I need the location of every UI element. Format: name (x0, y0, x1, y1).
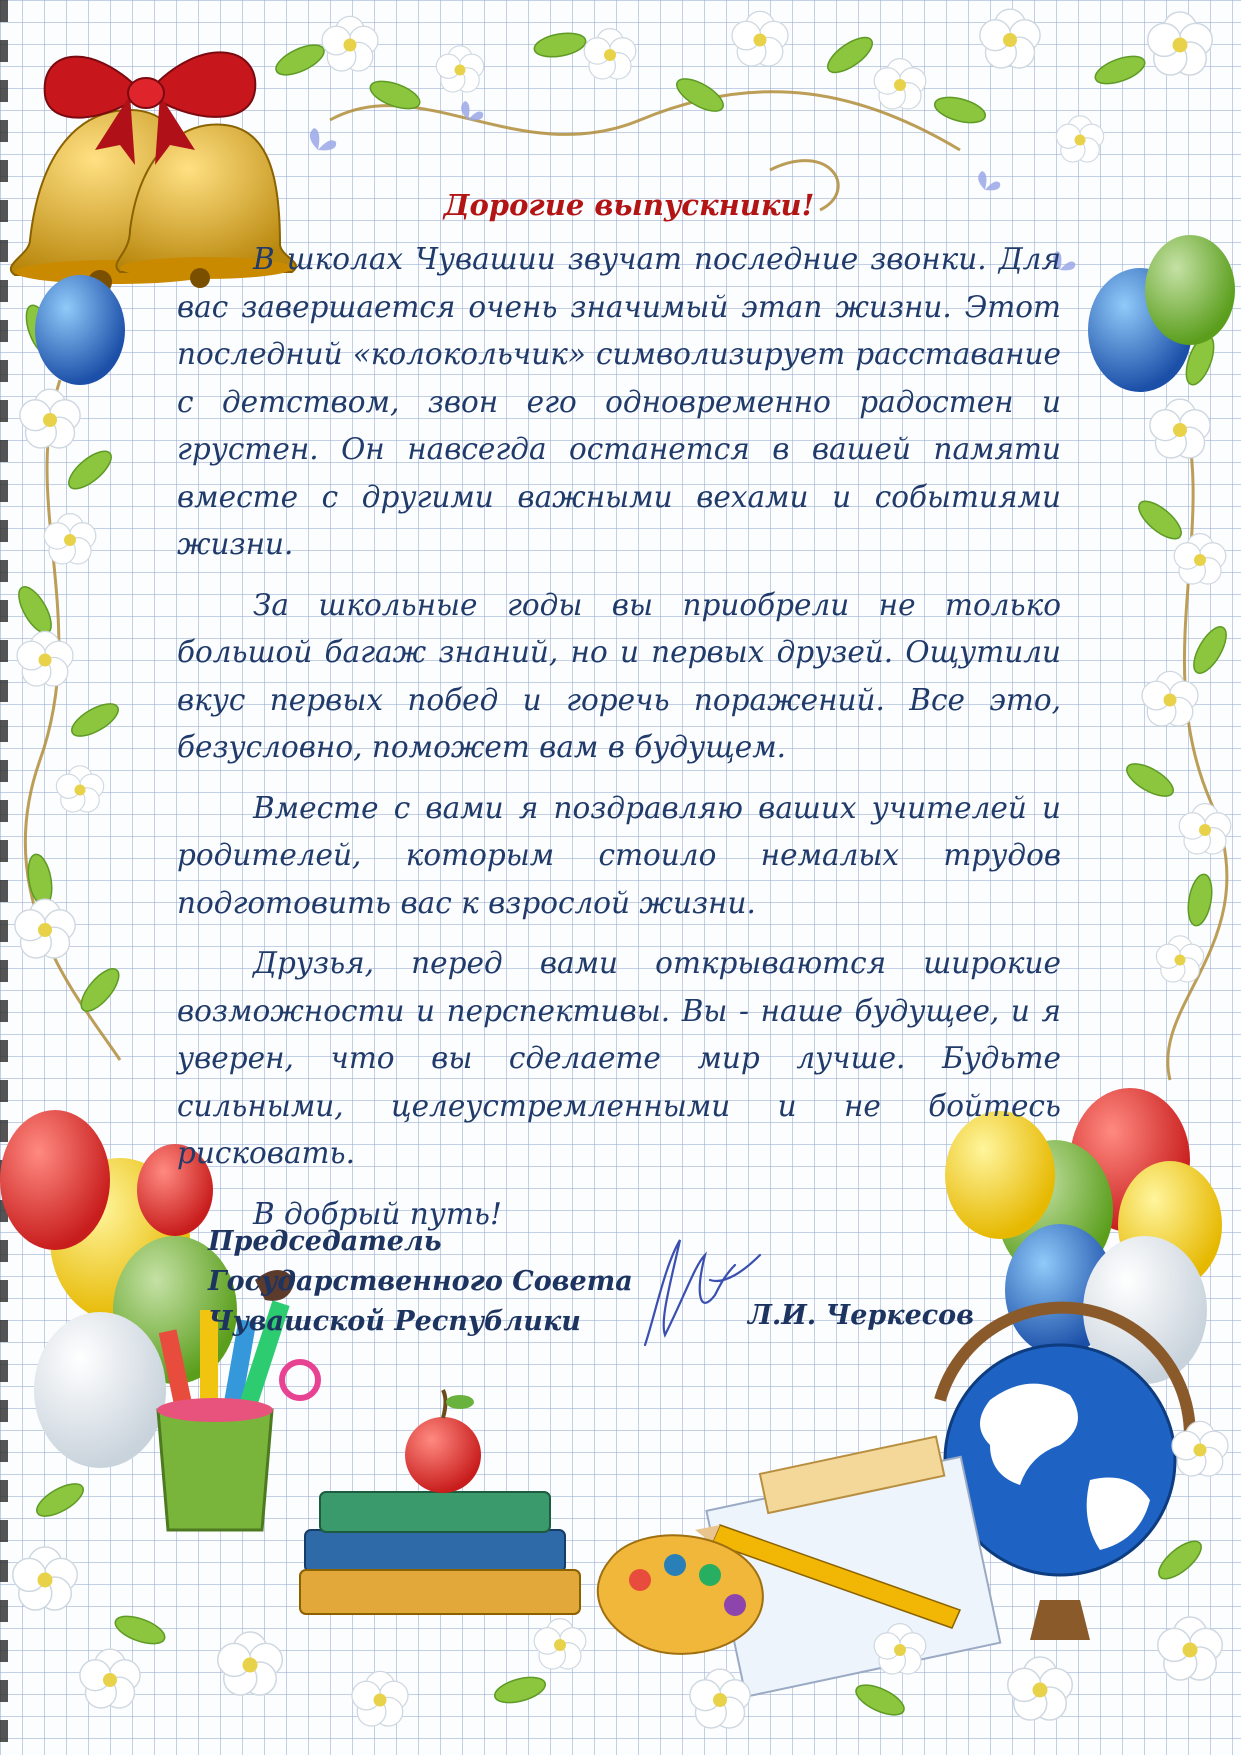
letter-body (177, 188, 1061, 1238)
letter-title: Дорогие выпускники! (443, 188, 815, 222)
letter-paragraph: В школах Чувашии звучат последние звонки. Для вас завершается очень значимый этап жизни. Этот последний «колокольчик» символизирует расставание с детством, звон его одновременно радостен и грустен. Он навсегда останется в вашей памяти вместе с другими важными вехами и событиями жизни. (177, 242, 1061, 561)
signatory-position-line: Председатель (208, 1226, 442, 1257)
left-garland (12, 302, 125, 1017)
books-icon (300, 1492, 580, 1614)
apple-icon (405, 1390, 481, 1493)
handwritten-signature (625, 1225, 765, 1355)
letter-paragraph: Друзья, перед вами открываются широкие возможности и перспективы. Вы - наше будущее, и я уверен, что вы сделаете мир лучше. Будьте сильными, целеустремленными и не бойтесь рисковать. (177, 946, 1061, 1170)
signatory-position-line: Государственного Совета (208, 1266, 633, 1297)
letter-paragraph: За школьные годы вы приобрели не только большой багаж знаний, но и первых друзей. Ощутили вкус первых побед и горечь поражений. Все это, безусловно, поможет вам в будущем. (177, 587, 1061, 764)
right-garland (1122, 332, 1233, 982)
letter-closing: В добрый путь! (253, 1196, 502, 1231)
signatory-position-line: Чувашской Республики (208, 1306, 581, 1337)
signatory-name: Л.И. Черкесов (748, 1300, 974, 1331)
letter-paragraph: Вместе с вами я поздравляю ваших учителей и родителей, которым стоило немалых трудов подготовить вас к взрослой жизни. (177, 790, 1061, 920)
signatory-position (208, 1222, 633, 1342)
palette-icon (598, 1535, 763, 1654)
top-garland (272, 9, 1212, 162)
